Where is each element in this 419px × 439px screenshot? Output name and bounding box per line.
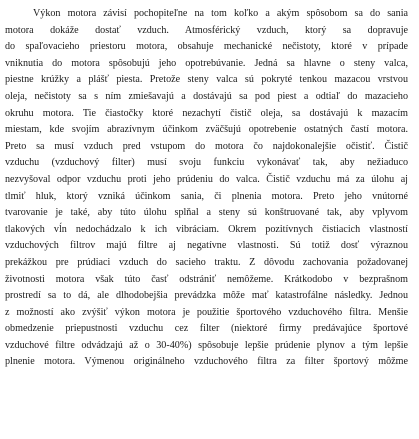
text-line: motora dokáže dostať vzduch. Atmosférický vzduch, ktorý sa dopravuje [5,24,408,36]
text-line: oleja, nečistoty sa s ním zmiešavajú a dostávajú sa pod piest a odtiaľ do mazacieho [5,90,408,102]
text-line: obmedzenie priepustnosti vzduchu cez filter (niektoré firmy predávajúce športové [5,323,408,335]
text-line: plnenie motora. Výmenou originálneho vzduchového filtra za filter športový môžme [5,356,408,368]
text-line: tlakových vĺn nedochádzalo k ich vibráciam. Okrem pozitívnych čistiacich vlastností [5,223,408,235]
text-line: nezvyšoval odpor vzduchu proti jeho prúdeniu do valca. Čistič vzduchu má za úlohu aj [5,173,408,185]
text-line: prostredí sa to dá, ale dlhodobejšia prevádzka môže mať katastrofálne následky. Jednou [5,290,408,302]
text-line: okruhu motora. Tie čiastočky ktoré nezachytí čistič oleja, sa dostávajú k mazacím [5,107,408,119]
text-line: životnosti motora však túto časť odstrániť nemôžeme. Krátkodobo v bezprašnom [5,273,408,285]
text-line: prekážkou pre prúdiaci vzduch do sacieho traktu. Z dôvodu zachovania požadovanej [5,256,408,268]
text-line: piestne krúžky a plášť piesta. Pretože steny valca sú pokryté tenkou mazacou vrstvou [5,74,408,86]
text-line: Preto sa musí vzduch pred vstupom do motora čo najdokonalejšie očistiť. Čistič [5,140,408,152]
text-line: vzduchových filtrov majú filtre aj negatívne vlastnosti. Sú totiž dosť výraznou [5,240,408,252]
text-line: vniknutia do motora spôsobujú jeho opotrebúvanie. Jedná sa hlavne o steny valca, [5,57,408,69]
text-line: tvarovanie je také, aby túto úlohu splňal a steny sú konštruované tak, aby vplyvom [5,207,408,219]
text-line: z možností ako zvýšiť výkon motora je použitie športového vzduchového filtra. Menšie [5,306,408,318]
text-line: do spaľovacieho priestoru motora, obsahuje mechanické nečistoty, ktoré v prípade [5,41,408,53]
text-line: Výkon motora závisí pochopiteľne na tom koľko a akým spôsobom sa do sania [33,8,408,19]
text-line: vzduchu (vzduchový filter) musí svoju funkciu vykonávať tak, aby nežiaduco [5,157,408,169]
body-paragraph [5,0,408,371]
text-line: tlmiť hluk, ktorý vzniká účinkom sania, či plnenia motora. Preto jeho vnútorné [5,190,408,202]
document-page [5,0,408,439]
text-line: miestam, kde svojím abrazívnym účinkom zväčšujú opotrebenie ostatných častí motora. [5,124,408,136]
text-line: vzduchové filtre odvádzajú až o 30-40%) spôsobuje lepšie prúdenie plynov a tým lepšie [5,339,408,351]
